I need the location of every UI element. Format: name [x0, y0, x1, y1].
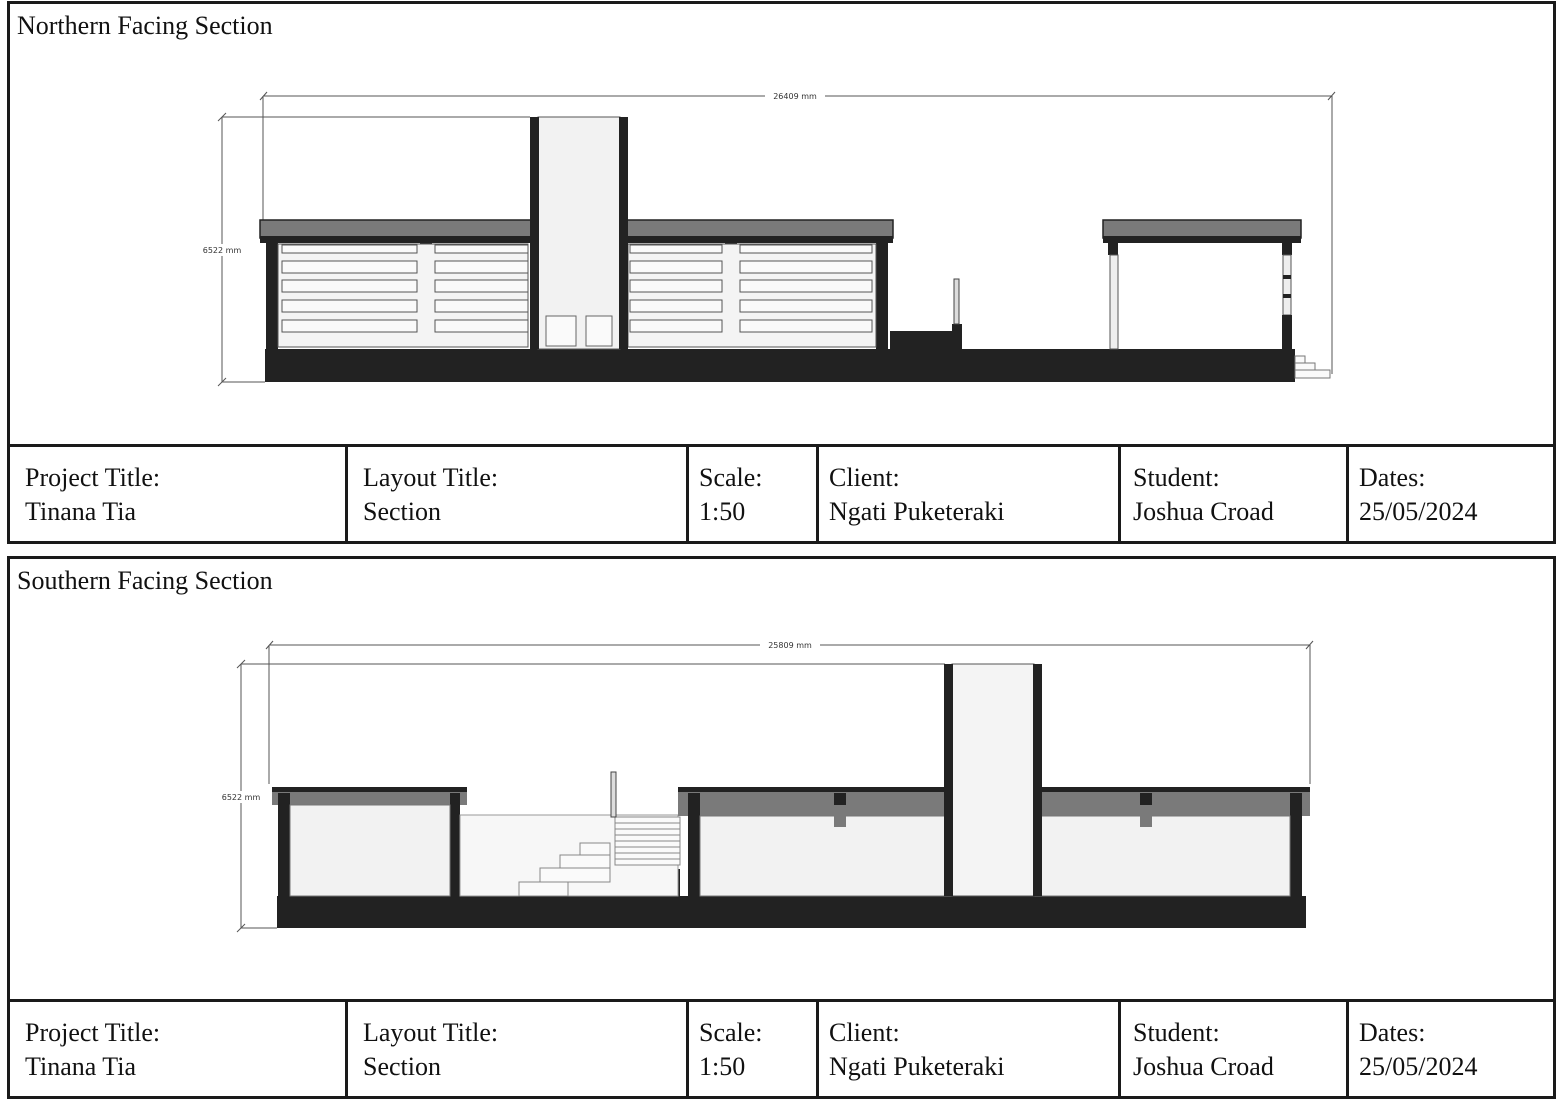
dates-label: Dates:: [1359, 1018, 1426, 1047]
width-dimension-label: 25809 mm: [768, 641, 812, 650]
student-label: Student:: [1133, 463, 1220, 492]
scale-label: Scale:: [699, 463, 763, 492]
northern-section-sheet: [7, 1, 1556, 544]
railing-post: [954, 279, 959, 324]
wall-left: [688, 793, 700, 896]
floor-slab: [265, 349, 1295, 382]
dates-label: Dates:: [1359, 463, 1426, 492]
student-value: Joshua Croad: [1133, 1052, 1274, 1081]
wall-right: [1290, 793, 1302, 896]
pavilion-wall: [1282, 315, 1292, 351]
tower-wall: [619, 117, 628, 349]
column: [1283, 255, 1291, 315]
layout-cell: [348, 447, 689, 541]
client-value: Ngati Puketeraki: [829, 497, 1005, 526]
southern-section-drawing: [10, 559, 1553, 999]
wall-right: [450, 793, 460, 896]
dates-cell: [1349, 447, 1553, 541]
railing-post: [611, 772, 616, 817]
layout-value: Section: [363, 497, 441, 526]
dates-value: 25/05/2024: [1359, 497, 1478, 526]
beam: [1140, 793, 1152, 805]
tower-wall: [1033, 664, 1042, 896]
room-fill: [290, 805, 450, 896]
title-block: [10, 447, 1553, 541]
layout-cell: [348, 1002, 689, 1096]
beam: [1282, 243, 1292, 255]
student-cell: [1121, 447, 1349, 541]
project-label: Project Title:: [25, 1018, 161, 1047]
width-dimension-label: 26409 mm: [773, 92, 817, 101]
layout-value: Section: [363, 1052, 441, 1081]
tower: [952, 664, 1034, 896]
floor-slab: [277, 896, 1306, 928]
scale-cell: [689, 447, 819, 541]
southern-section-sheet: [7, 556, 1556, 1099]
layout-label: Layout Title:: [363, 1018, 499, 1047]
dates-cell: [1349, 1002, 1553, 1096]
layout-label: Layout Title:: [363, 463, 499, 492]
beam: [834, 793, 846, 805]
wall-left: [278, 793, 290, 896]
column: [1110, 255, 1118, 349]
beam: [1108, 243, 1118, 255]
tower-wall: [530, 117, 539, 349]
section-title: Southern Facing Section: [17, 566, 273, 595]
client-value: Ngati Puketeraki: [829, 1052, 1005, 1081]
project-value: Tinana Tia: [25, 1052, 137, 1081]
drawing-area: [10, 559, 1553, 1002]
student-value: Joshua Croad: [1133, 497, 1274, 526]
client-label: Client:: [829, 1018, 900, 1047]
student-label: Student:: [1133, 1018, 1220, 1047]
tower: [538, 117, 620, 349]
scale-label: Scale:: [699, 1018, 763, 1047]
client-cell: [819, 447, 1121, 541]
project-value: Tinana Tia: [25, 497, 137, 526]
wall-left: [266, 243, 278, 351]
entry-steps: [1295, 356, 1330, 378]
tower-panel: [546, 316, 576, 346]
roof-fascia-pavilion: [1103, 236, 1301, 243]
step-down: [890, 324, 962, 349]
client-label: Client:: [829, 463, 900, 492]
drawing-area: [10, 4, 1553, 447]
wall-right: [876, 243, 888, 351]
scale-value: 1:50: [699, 497, 746, 526]
title-block: [10, 1002, 1553, 1096]
dates-value: 25/05/2024: [1359, 1052, 1478, 1081]
northern-section-drawing: [10, 4, 1553, 444]
tower-panel: [586, 316, 612, 346]
client-cell: [819, 1002, 1121, 1096]
section-title: Northern Facing Section: [17, 11, 273, 40]
scale-cell: [689, 1002, 819, 1096]
tower-wall: [944, 664, 953, 896]
roof-soffit-left: [272, 792, 467, 805]
beam-drop: [1140, 805, 1152, 827]
width-dimension-line: [266, 641, 1313, 784]
project-cell: [10, 1002, 348, 1096]
scale-value: 1:50: [699, 1052, 746, 1081]
project-label: Project Title:: [25, 463, 161, 492]
project-cell: [10, 447, 348, 541]
height-dimension-label: 6522 mm: [221, 793, 261, 802]
beam-drop: [834, 805, 846, 827]
height-dimension-label: 6522 mm: [202, 246, 242, 255]
roof-pavilion: [1103, 220, 1301, 238]
student-cell: [1121, 1002, 1349, 1096]
